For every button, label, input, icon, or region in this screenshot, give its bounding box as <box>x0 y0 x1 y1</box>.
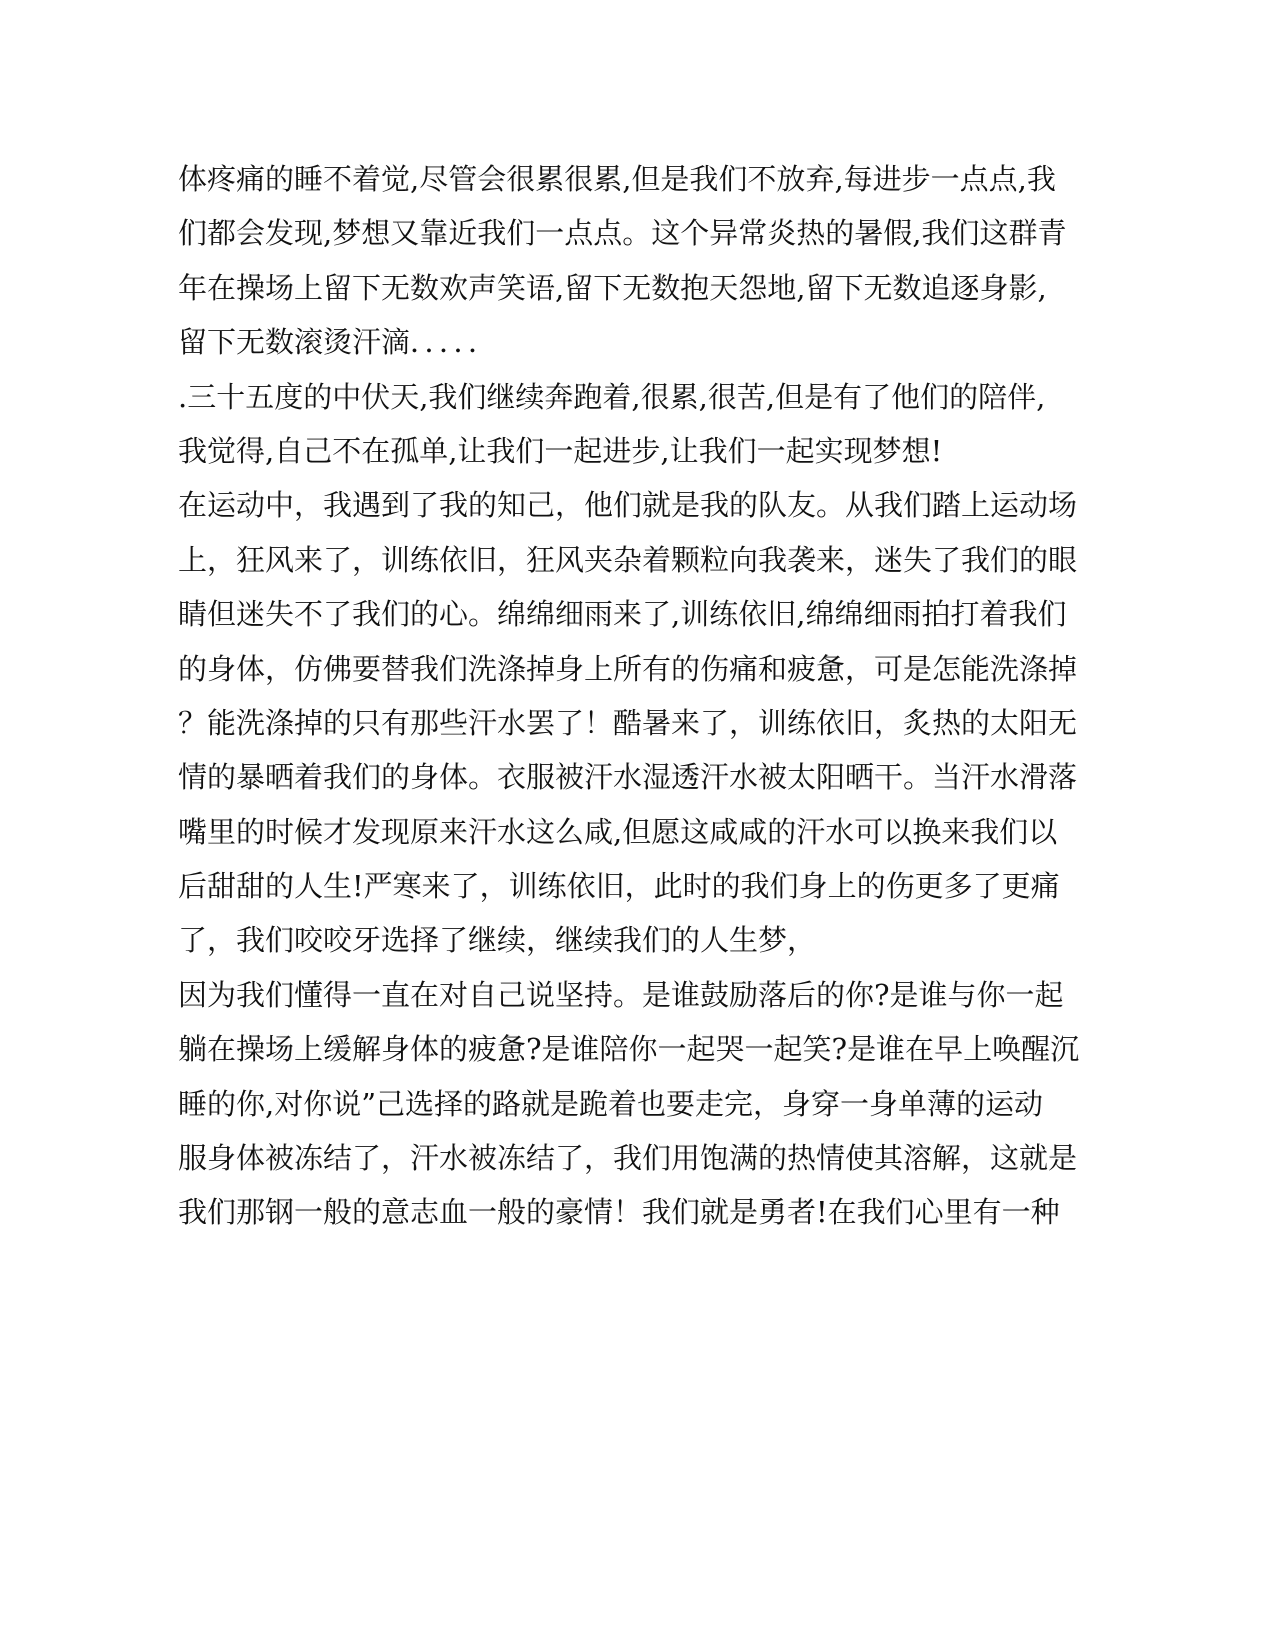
text-line: 上，狂风来了，训练依旧，狂风夹杂着颗粒向我袭来，迷失了我们的眼 <box>178 542 1078 577</box>
text-line: 体疼痛的睡不着觉,尽管会很累很累,但是我们不放弃,每进步一点点,我 <box>178 162 1056 196</box>
text-line: 因为我们懂得一直在对自己说坚持。是谁鼓励落后的你?是谁与你一起 <box>178 977 1064 1012</box>
text-line: 在运动中，我遇到了我的知己，他们就是我的队友。从我们踏上运动场 <box>178 488 1078 523</box>
text-line: 躺在操场上缓解身体的疲惫?是谁陪你一起哭一起笑?是谁在早上唤醒沉 <box>178 1032 1080 1067</box>
text-line: 年在操场上留下无数欢声笑语,留下无数抱天怨地,留下无数追逐身影, <box>178 270 1047 305</box>
text-line: 们都会发现,梦想又靠近我们一点点。这个异常炎热的暑假,我们这群青 <box>178 216 1067 251</box>
text-line: 后甜甜的人生!严寒来了，训练依旧，此时的我们身上的伤更多了更痛 <box>178 869 1060 904</box>
text-line: 了，我们咬咬牙选择了继续，继续我们的人生梦， <box>178 923 817 958</box>
text-line: .三十五度的中伏天,我们继续奔跑着,很累,很苦,但是有了他们的陪伴, <box>178 379 1046 414</box>
text-line: 情的暴晒着我们的身体。衣服被汗水湿透汗水被太阳晒干。当汗水滑落 <box>178 760 1078 795</box>
text-line: 留下无数滚烫汗滴．．．．． <box>178 325 498 360</box>
paragraph <box>178 152 1067 370</box>
paragraph <box>178 370 1058 479</box>
text-line: 服身体被冻结了，汗水被冻结了，我们用饱满的热情使其溶解，这就是 <box>178 1141 1078 1176</box>
text-line: 我们那钢一般的意志血一般的豪情！我们就是勇者!在我们心里有一种 <box>178 1195 1060 1230</box>
body-text <box>178 152 1080 1240</box>
text-line: 睡的你,对你说”己选择的路就是跪着也要走完，身穿一身单薄的运动 <box>178 1086 1044 1121</box>
paragraph <box>178 478 1078 968</box>
text-line: 的身体，仿佛要替我们洗涤掉身上所有的伤痛和疲惫，可是怎能洗涤掉 <box>178 651 1078 686</box>
text-line: 睛但迷失不了我们的心。绵绵细雨来了,训练依旧,绵绵细雨拍打着我们 <box>178 597 1067 632</box>
text-line: 嘴里的时候才发现原来汗水这么咸,但愿这咸咸的汗水可以换来我们以 <box>178 814 1058 849</box>
text-line: ？能洗涤掉的只有那些汗水罢了！酷暑来了，训练依旧，炙热的太阳无 <box>178 705 1078 740</box>
paragraph <box>178 968 1080 1240</box>
text-line: 我觉得,自己不在孤单,让我们一起进步,让我们一起实现梦想! <box>178 433 943 468</box>
